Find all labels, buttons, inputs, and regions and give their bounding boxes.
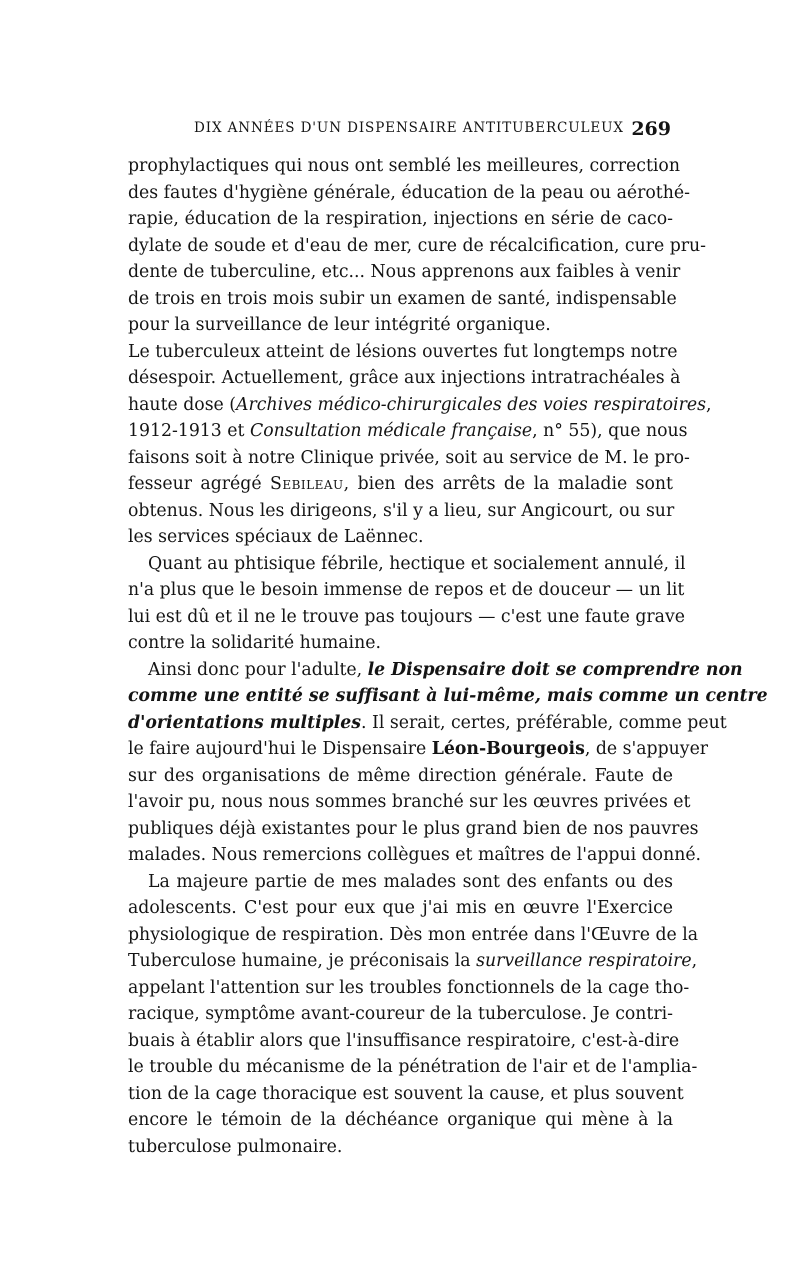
text-run: Tuberculose humaine, je préconisais la: [128, 951, 477, 971]
text-line: dente de tuberculine, etc... Nous apprenons aux faibles à venir: [128, 262, 681, 282]
text-run: fesseur agrégé: [128, 474, 270, 494]
text-line: appelant l'attention sur les troubles fonctionnels de la cage tho-: [128, 977, 690, 998]
text-run: 1912-1913 et: [128, 421, 250, 441]
text-run: , n° 55), que nous: [532, 421, 688, 441]
emphasis-text: le Dispensaire doit se comprendre non: [367, 659, 743, 680]
person-name: Sebileau: [270, 474, 344, 494]
text-line: buais à établir alors que l'insuffisance respiratoire, c'est-à-dire: [128, 1030, 680, 1051]
text-run: ,: [691, 951, 698, 971]
text-line: faisons soit à notre Clinique privée, soit au service de M. le pro-: [128, 447, 690, 468]
text-line: les services spéciaux de Laënnec.: [128, 527, 424, 547]
text-line: contre la solidarité humaine.: [128, 633, 381, 653]
text-run: le faire aujourd'hui le Dispensaire: [128, 739, 432, 759]
text-run: . Il serait, certes, préférable, comme peut: [361, 712, 727, 733]
text-line: encore le témoin de la déchéance organique qui mène à la: [128, 1110, 673, 1130]
text-line: pour la surveillance de leur intégrité organique.: [128, 315, 551, 335]
text-line: des fautes d'hygiène générale, éducation de la peau ou aérothé-: [128, 182, 690, 203]
emphasis-text: surveillance respiratoire: [476, 951, 692, 971]
text-line: lui est dû et il ne le trouve pas toujours — c'est une faute grave: [128, 606, 685, 627]
text-line: Le tuberculeux atteint de lésions ouvertes fut longtemps notre: [128, 341, 678, 362]
text-line: rapie, éducation de la respiration, injections en série de caco-: [128, 209, 673, 229]
text-line: le trouble du mécanisme de la pénétration de l'air et de l'amplia-: [128, 1057, 698, 1077]
page-number: 269: [631, 118, 671, 140]
text-line: racique, symptôme avant-coureur de la tuberculose. Je contri-: [128, 1004, 673, 1024]
text-run: , de s'appuyer: [584, 739, 709, 759]
text-line: [128, 657, 743, 684]
body-text: [128, 153, 768, 1160]
text-line: désespoir. Actuellement, grâce aux injections intratrachéales à: [128, 368, 681, 388]
text-line: tion de la cage thoracique est souvent la cause, et plus souvent: [128, 1083, 684, 1104]
text-run: haute dose (: [128, 394, 237, 415]
citation-title: Consultation médicale française: [249, 421, 533, 441]
text-line: [128, 392, 712, 419]
text-line: adolescents. C'est pour eux que j'ai mis en œuvre l'Exercice: [128, 898, 673, 918]
text-line: sur des organisations de même direction générale. Faute de: [128, 765, 673, 786]
text-run: ,: [705, 394, 712, 415]
running-header: [128, 118, 673, 144]
text-line: physiologique de respiration. Dès mon entrée dans l'Œuvre de la: [128, 924, 699, 945]
text-line: [128, 948, 698, 975]
text-line: publiques déjà existantes pour le plus grand bien de nos pauvres: [128, 818, 699, 839]
text-line: n'a plus que le besoin immense de repos et de douceur — un lit: [128, 580, 685, 600]
text-run: , bien des arrêts de la maladie sont: [343, 474, 673, 494]
text-line: dylate de soude et d'eau de mer, cure de récalcification, cure pru-: [128, 235, 707, 256]
dispensary-name: Léon-Bourgeois: [431, 739, 585, 759]
text-line: [128, 736, 709, 763]
emphasis-text: d'orientations multiples: [128, 712, 362, 733]
text-line: malades. Nous remercions collègues et maîtres de l'appui donné.: [128, 845, 702, 865]
text-line: [128, 418, 688, 445]
text-line: [128, 471, 673, 498]
citation-title: Archives médico-chirurgicales des voies respiratoires: [236, 394, 706, 415]
text-line: La majeure partie de mes malades sont des enfants ou des: [148, 871, 673, 892]
text-line: obtenus. Nous les dirigeons, s'il y a lieu, sur Angicourt, ou sur: [128, 500, 675, 521]
text-line: [128, 710, 727, 737]
text-line: prophylactiques qui nous ont semblé les meilleures, correction: [128, 156, 680, 176]
text-line: tuberculose pulmonaire.: [128, 1136, 343, 1157]
text-line: l'avoir pu, nous nous sommes branché sur les œuvres privées et: [128, 792, 691, 812]
emphasis-line: comme une entité se suffisant à lui-même, mais comme un centre: [128, 686, 768, 706]
running-title: DIX ANNÉES D'UN DISPENSAIRE ANTITUBERCULEUX: [194, 120, 624, 136]
text-run: Ainsi donc pour l'adulte,: [148, 659, 368, 680]
text-line: Quant au phtisique fébrile, hectique et socialement annulé, il: [148, 553, 686, 574]
text-line: de trois en trois mois subir un examen de santé, indispensable: [128, 288, 677, 309]
